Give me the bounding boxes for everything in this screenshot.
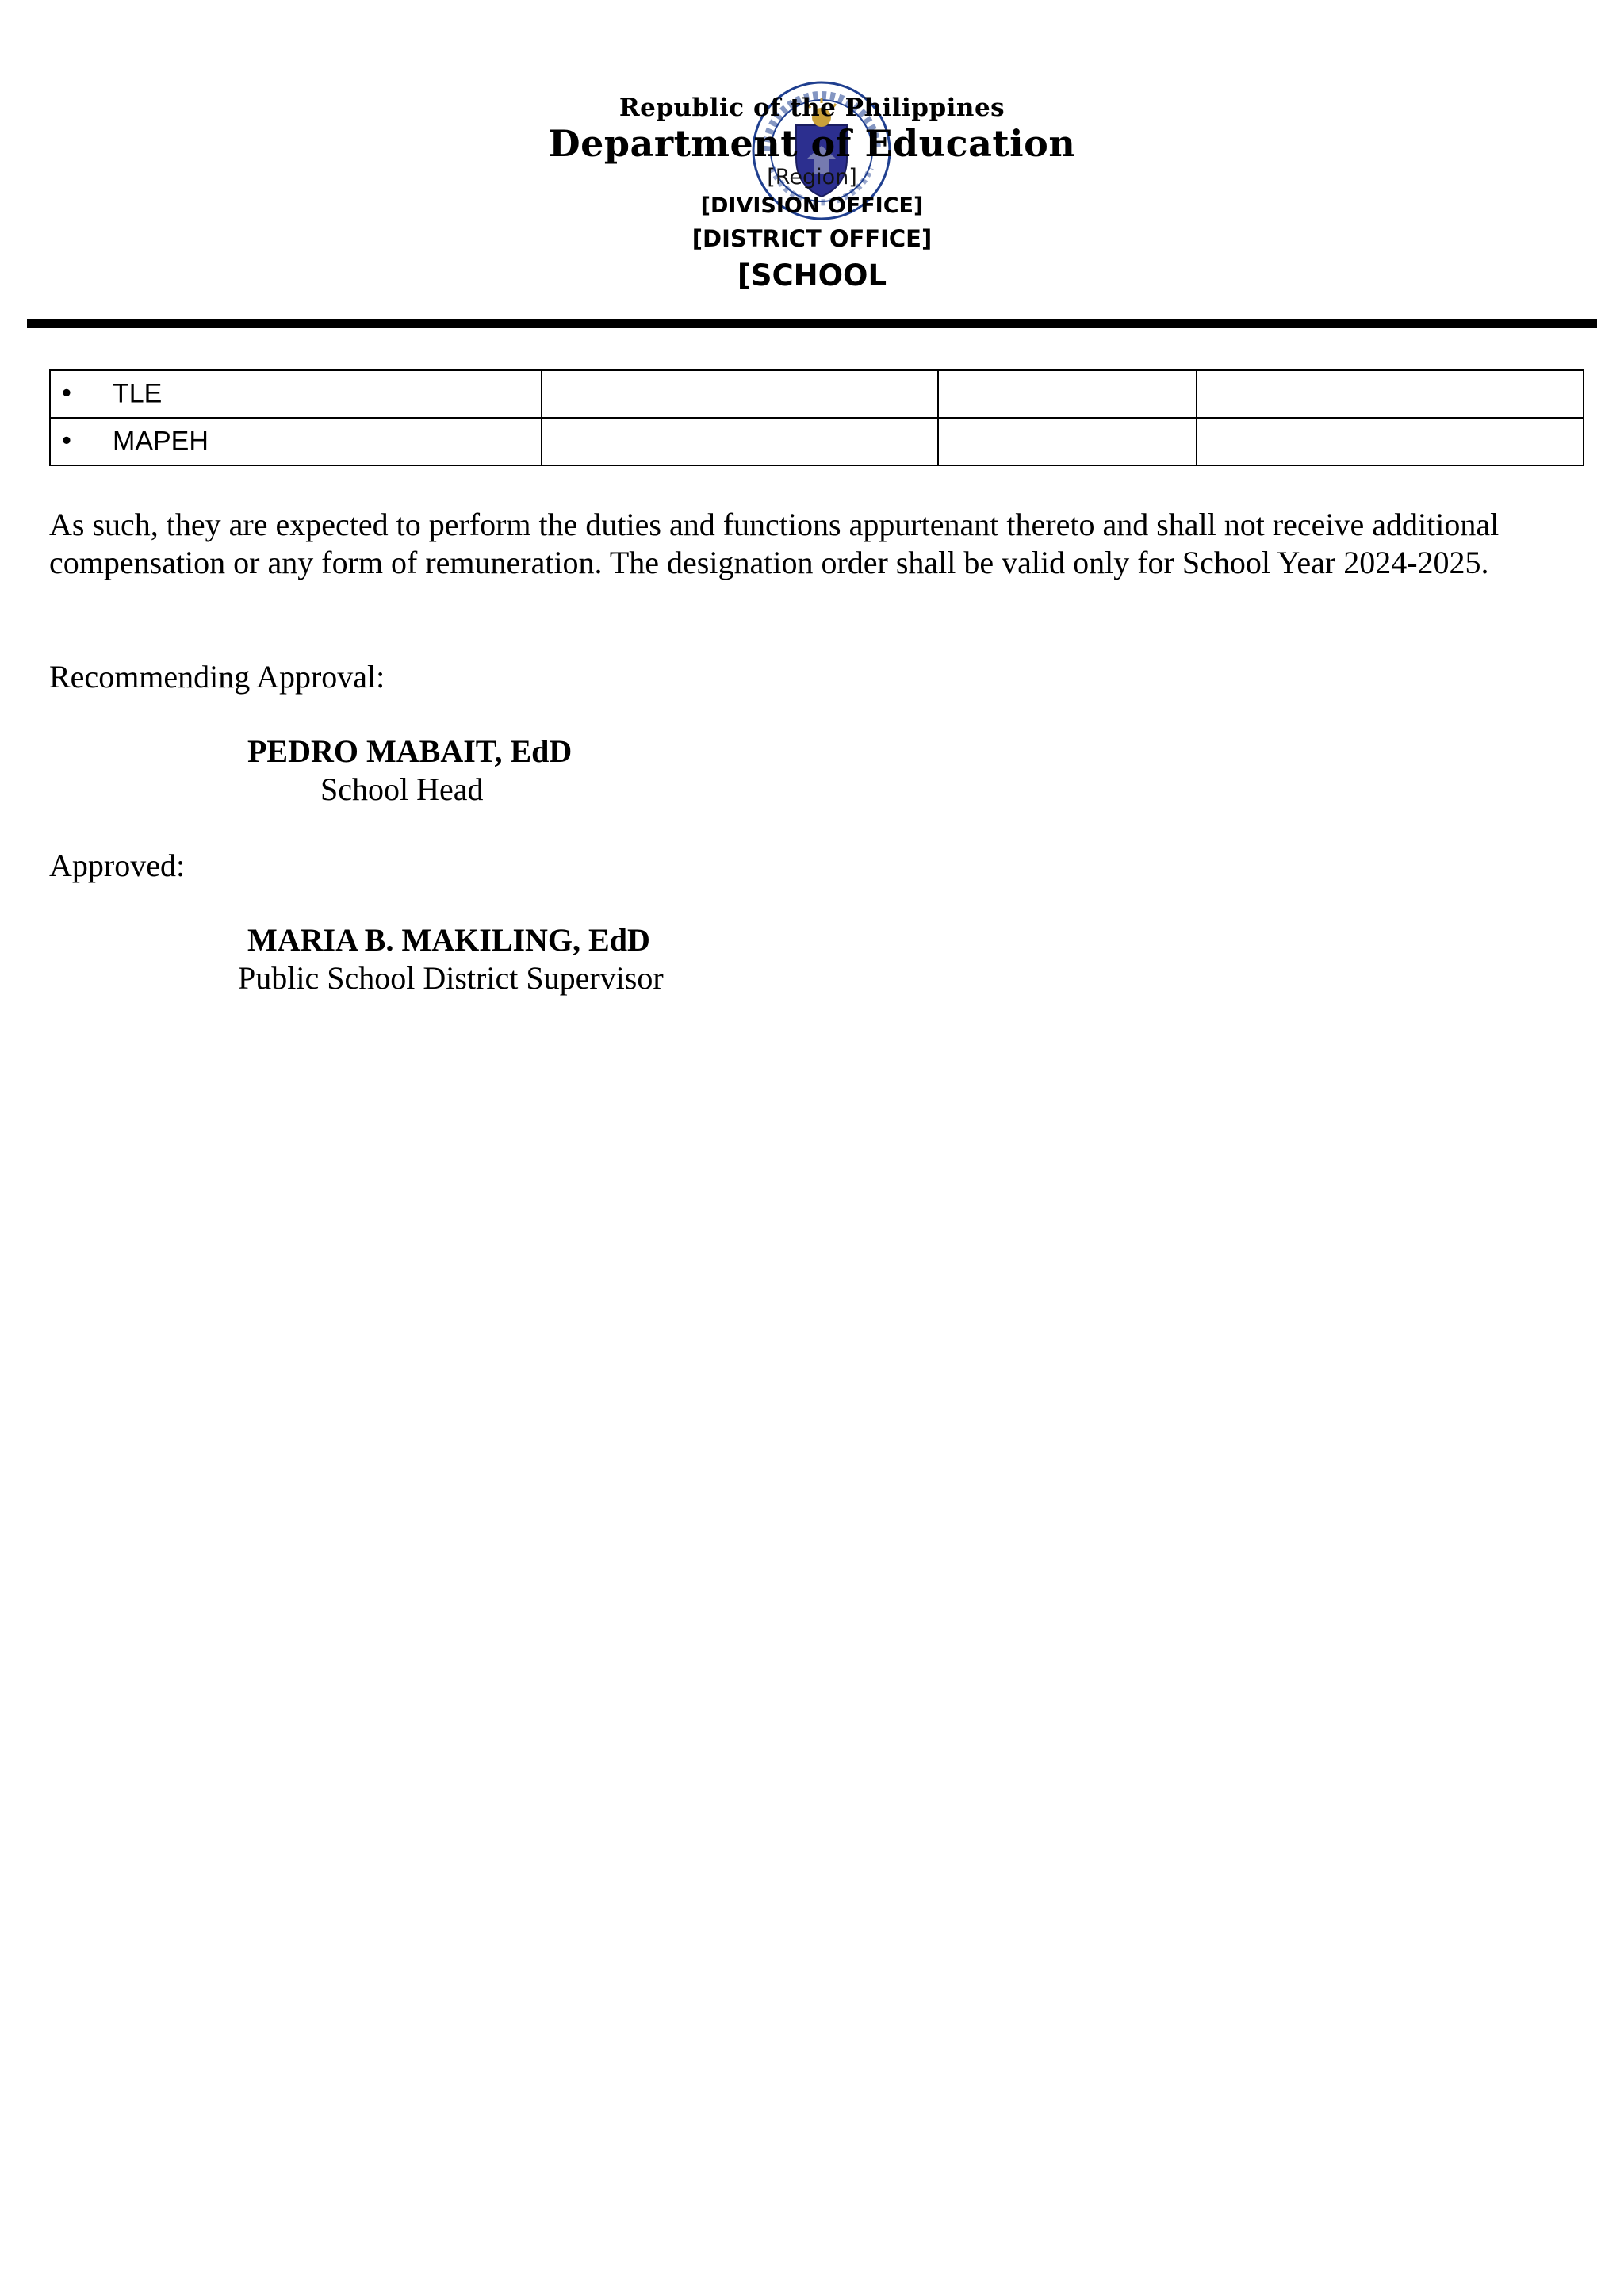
table-cell	[1197, 418, 1584, 465]
table-row	[50, 418, 1584, 465]
bullet-icon: •	[62, 425, 71, 456]
designation-paragraph: As such, they are expected to perform the duties and functions appurtenant thereto and shall not receive additional compensation or any form of remuneration. The designation order shall be valid only for School Year 2024-2025.	[49, 507, 1500, 580]
table-cell	[542, 370, 938, 418]
subject-cell	[50, 418, 542, 465]
approver-title: Public School District Supervisor	[238, 960, 664, 996]
school-line: [SCHOOL	[737, 258, 887, 293]
approver-name: MARIA B. MAKILING, EdD	[247, 922, 650, 958]
region-line: [Region]	[767, 165, 857, 189]
subject-label: MAPEH	[113, 426, 209, 457]
republic-heading: Republic of the Philippines	[619, 94, 1005, 122]
recommender-title: School Head	[320, 771, 484, 807]
table-cell	[542, 418, 938, 465]
bullet-icon: •	[62, 377, 71, 408]
district-line: [DISTRICT OFFICE]	[691, 225, 933, 252]
department-heading: Department of Education	[548, 122, 1076, 165]
approved-label: Approved:	[49, 848, 186, 883]
recommender-name: PEDRO MABAIT, EdD	[247, 733, 573, 769]
table-row	[50, 370, 1584, 418]
division-line: [DIVISION OFFICE]	[700, 193, 924, 218]
subjects-table	[49, 369, 1584, 466]
table-cell	[938, 370, 1197, 418]
subject-label: TLE	[113, 378, 163, 409]
recommending-label: Recommending Approval:	[49, 659, 385, 695]
table-cell	[938, 418, 1197, 465]
table-cell	[1197, 370, 1584, 418]
header-divider	[27, 319, 1597, 328]
subject-cell	[50, 370, 542, 418]
